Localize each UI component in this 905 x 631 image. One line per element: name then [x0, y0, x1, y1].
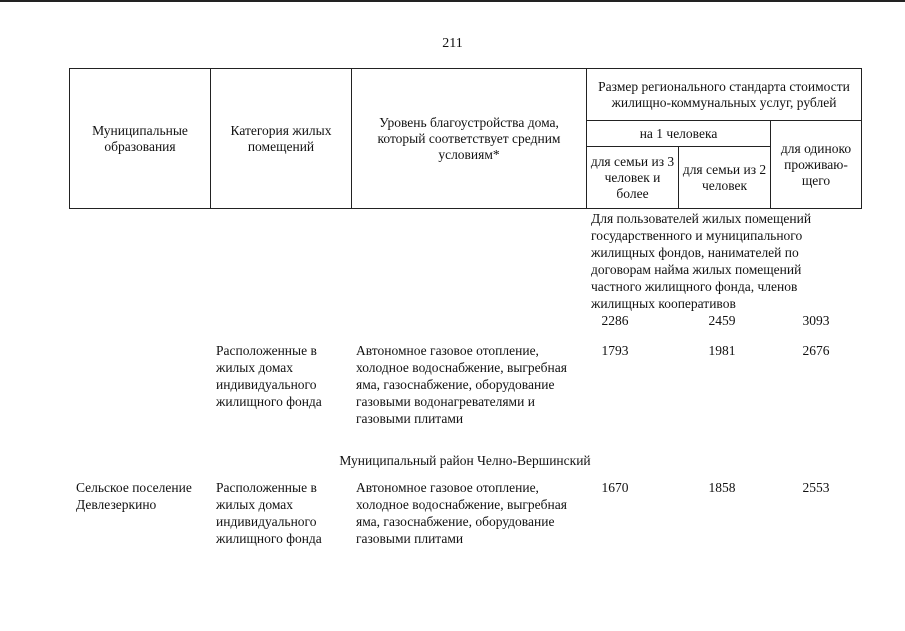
note-text: Для пользователей жилых помещений государственного и муниципального жилищных фондов, нанимателей по договорам найма жилых помещений частного жилищного фонда, членов жилищных кооперативов	[591, 211, 812, 311]
row2-level: Автономное газовое отопление, холодное водоснабжение, выгребная яма, газоснабжение, оборудование газовыми плитами	[356, 480, 567, 546]
header-per-person: на 1 человека	[587, 121, 771, 147]
row2-municipal: Сельское поселение Девлезеркино	[76, 480, 192, 512]
row2-value-family3: 1670	[601, 480, 629, 495]
table-header	[69, 68, 862, 209]
header-category: Категория жилых помещений	[211, 69, 352, 209]
header-municipal: Муниципальные образования	[70, 69, 211, 209]
page-number: 211	[442, 36, 463, 51]
row2-category: Расположенные в жилых домах индивидуального жилищного фонда	[216, 480, 322, 546]
page-top-edge	[0, 0, 905, 2]
header-size: Размер регионального стандарта стоимости жилищно-коммунальных услуг, рублей	[587, 69, 862, 121]
row2-value-single: 2553	[802, 480, 830, 495]
note-value-family3: 2286	[601, 313, 629, 328]
header-family2: для семьи из 2 человек	[679, 147, 771, 209]
row1-value-family2: 1981	[708, 343, 736, 358]
header-family3: для семьи из 3 человек и более	[587, 147, 679, 209]
row1-value-family3: 1793	[601, 343, 629, 358]
row1-value-single: 2676	[802, 343, 830, 358]
note-value-family2: 2459	[708, 313, 736, 328]
row2-value-family2: 1858	[708, 480, 736, 495]
note-value-single: 3093	[802, 313, 830, 328]
header-level: Уровень благоустройства дома, который соответствует средним условиям*	[352, 69, 587, 209]
header-single: для одиноко проживаю-щего	[771, 121, 862, 209]
row1-level: Автономное газовое отопление, холодное водоснабжение, выгребная яма, газоснабжение, оборудование газовыми водонагревателями и газовыми плитами	[356, 343, 567, 426]
row1-category: Расположенные в жилых домах индивидуального жилищного фонда	[216, 343, 322, 409]
district-title: Муниципальный район Челно-Вершинский	[339, 453, 591, 468]
